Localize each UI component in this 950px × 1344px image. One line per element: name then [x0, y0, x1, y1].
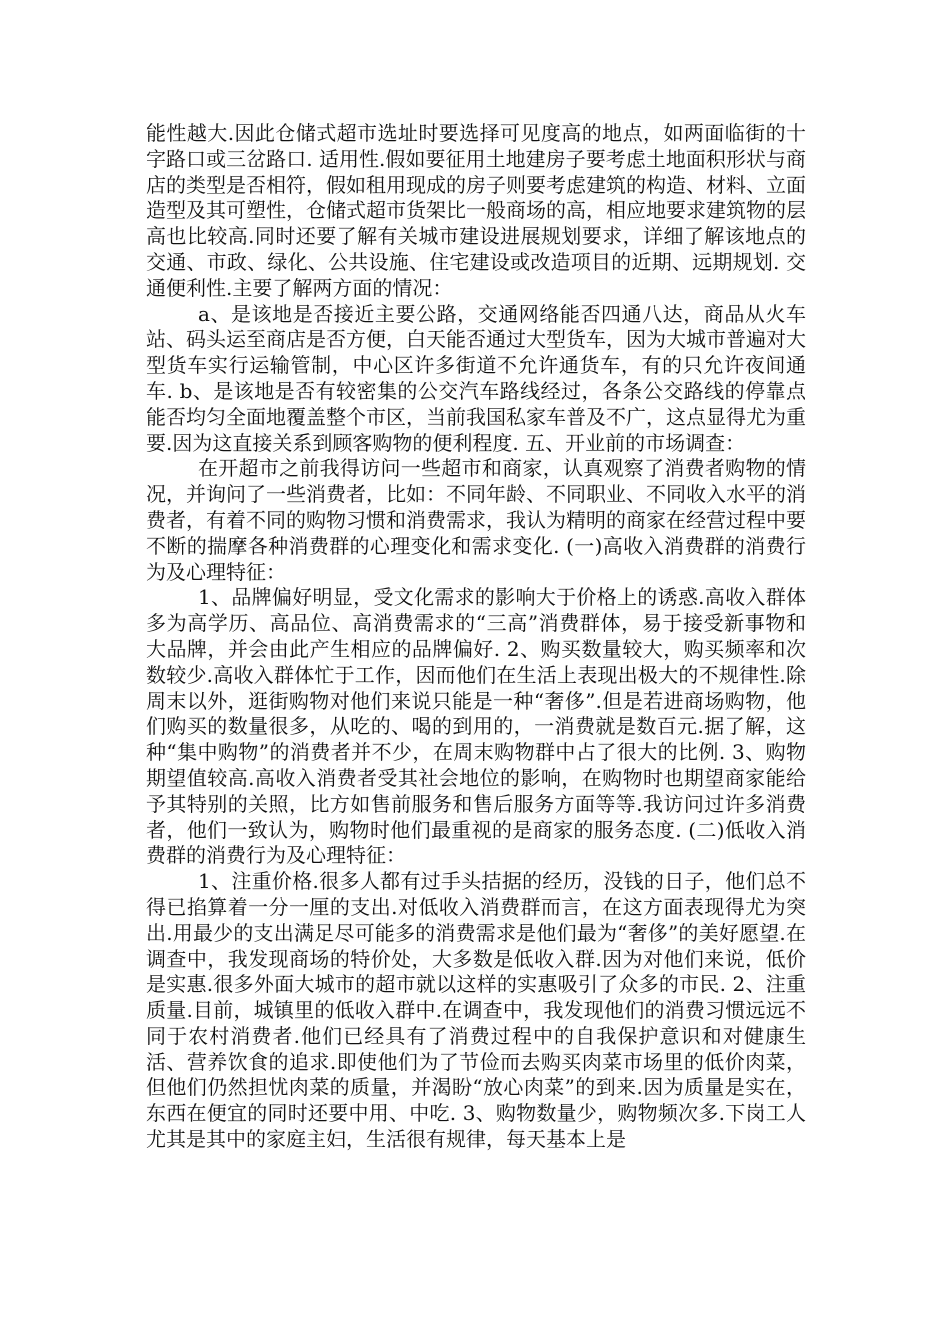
body-text: [146, 121, 806, 1153]
paragraph-low-income: 1、注重价格.很多人都有过手头拮据的经历，没钱的日子，他们总不得已掐算着一分一厘的支出.对低收入消费群而言，在这方面表现得尤为突出.用最少的支出满足尽可能多的消费需求是他们最为“奢侈”的美好愿望.在调查中，我发现商场的特价处，大多数是低收入群.因为对他们来说，低价是实惠.很多外面大城市的超市就以这样的实惠吸引了众多的市民. 2、注重质量.目前，城镇里的低收入群中.在调查中，我发现他们的消费习惯远远不同于农村消费者.他们已经具有了消费过程中的自我保护意识和对健康生活、营养饮食的追求.即使他们为了节俭而去购买肉菜市场里的低价肉菜，但他们仍然担忧肉菜的质量，并渴盼“放心肉菜”的到来.因为质量是实在，东西在便宜的同时还要中用、中吃. 3、购物数量少，购物频次多.下岗工人尤其是其中的家庭主妇，生活很有规律，每天基本上是: [146, 869, 806, 1152]
paragraph-site-selection: 能性越大.因此仓储式超市选址时要选择可见度高的地点，如两面临街的十字路口或三岔路口. 适用性.假如要征用土地建房子要考虑土地面积形状与商店的类型是否相符，假如租用现成的房子则要考虑建筑的构造、材料、立面造型及其可塑性，仓储式超市货架比一般商场的高，相应地要求建筑物的层高也比较高.同时还要了解有关城市建设进展规划要求，详细了解该地点的交通、市政、绿化、公共设施、住宅建设或改造项目的近期、远期规划. 交通便利性.主要了解两方面的情况：: [146, 121, 806, 300]
paragraph-high-income: 1、品牌偏好明显，受文化需求的影响大于价格上的诱惑.高收入群体多为高学历、高品位、高消费需求的“三高”消费群体，易于接受新事物和大品牌，并会由此产生相应的品牌偏好. 2、购买数量较大，购买频率和次数较少.高收入群体忙于工作，因而他们在生活上表现出极大的不规律性.除周末以外，逛街购物对他们来说只能是一种“奢侈”.但是若进商场购物，他们购买的数量很多，从吃的、喝的到用的，一消费就是数百元.据了解，这种“集中购物”的消费者并不少，在周末购物群中占了很大的比例. 3、购物期望值较高.高收入消费者受其社会地位的影响，在购物时也期望商家能给予其特别的关照，比方如售前服务和售后服务方面等等.我访问过许多消费者，他们一致认为，购物时他们最重视的是商家的服务态度. (二)低收入消费群的消费行为及心理特征：: [146, 585, 806, 868]
paragraph-transport-access: a、是该地是否接近主要公路，交通网络能否四通八达，商品从火车站、码头运至商店是否方便，白天能否通过大型货车，因为大城市普遍对大型货车实行运输管制，中心区许多街道不允许通货车，有的只允许夜间通车. b、是该地是否有较密集的公交汽车路线经过，各条公交路线的停靠点能否均匀全面地覆盖整个市区，当前我国私家车普及不广，这点显得尤为重要.因为这直接关系到顾客购物的便利程度. 五、开业前的市场调查：: [146, 301, 806, 455]
paragraph-market-survey: 在开超市之前我得访问一些超市和商家，认真观察了消费者购物的情况，并询问了一些消费者，比如：不同年龄、不同职业、不同收入水平的消费者，有着不同的购物习惯和消费需求，我认为精明的商家在经营过程中要不断的揣摩各种消费群的心理变化和需求变化. (一)高收入消费群的消费行为及心理特征：: [146, 456, 806, 584]
